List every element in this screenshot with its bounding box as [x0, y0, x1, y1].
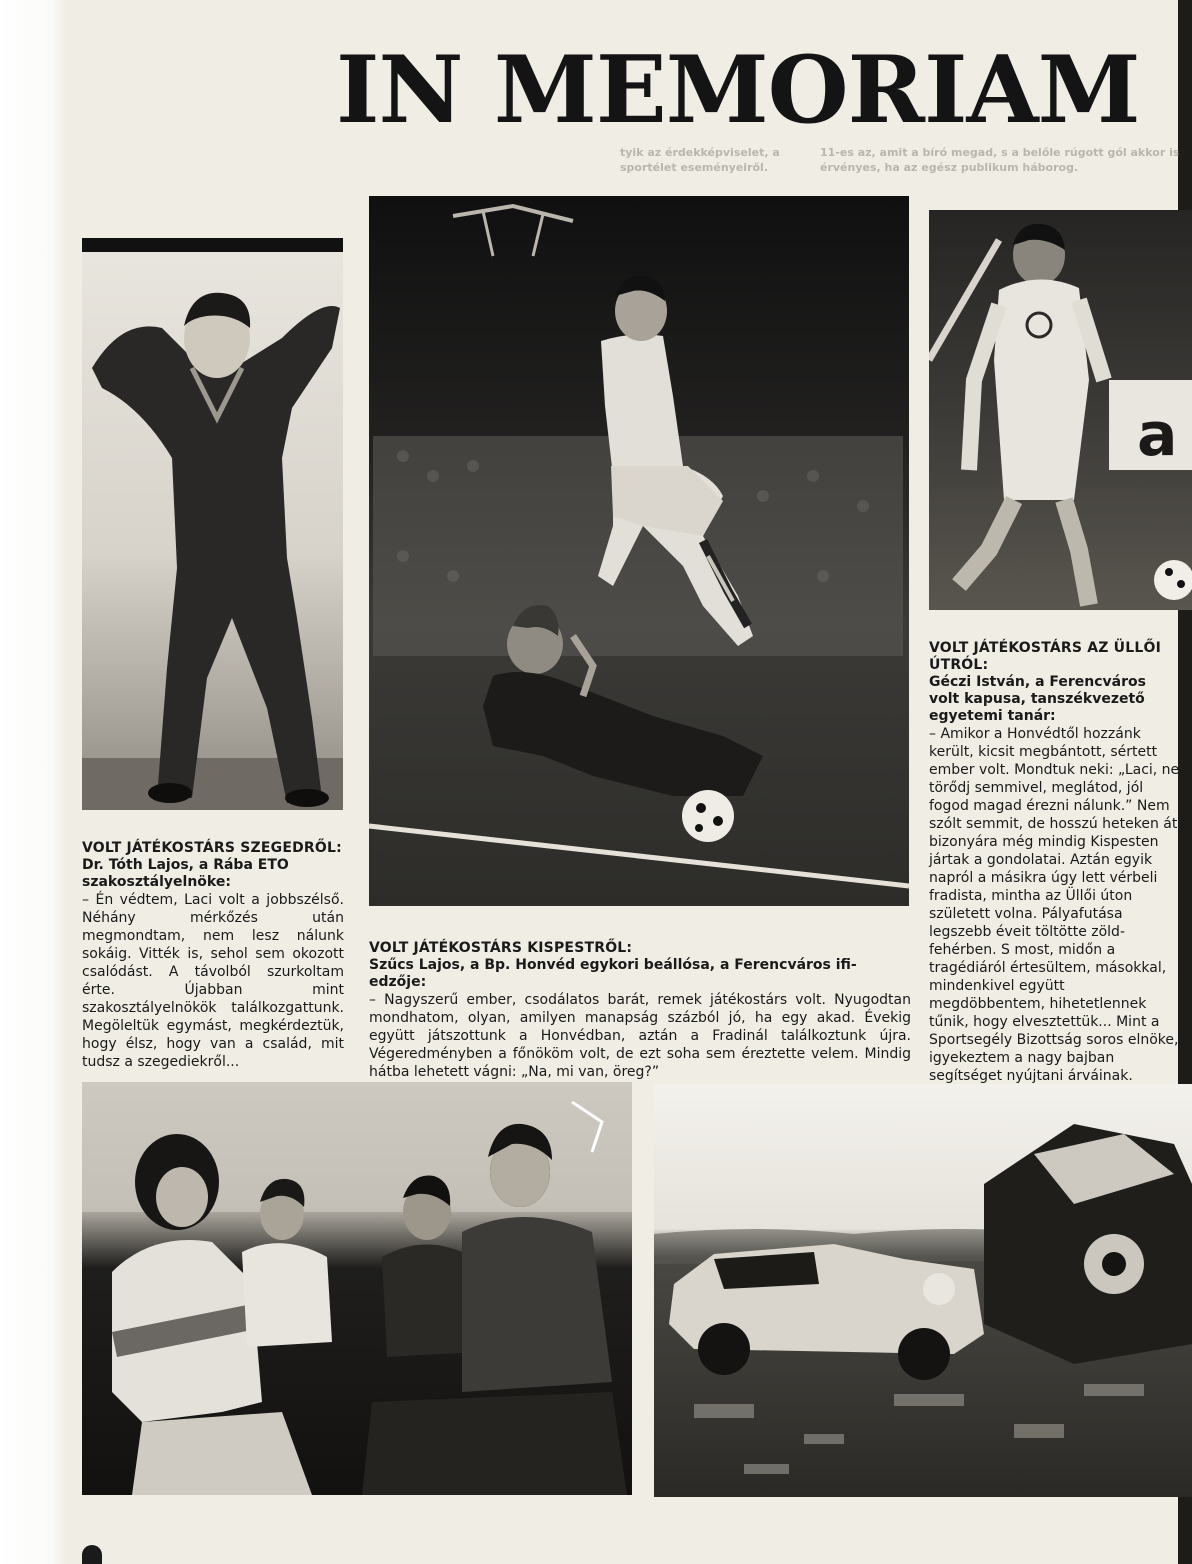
caption-szeged-speaker: Dr. Tóth Lajos, a Rába ETO szakosztályelnöke: — [82, 857, 289, 890]
caption-szeged-quote: – Én védtem, Laci volt a jobbszélső. Néhány mérkőzés után megmondtam, nem lesz nálunk sokáig. Vitték is, sehol sem okozott csalódást. A távolból szurkoltam érte. Újabban mint szakosztályelnökök találkozgattunk. Megöleltük egymást, megkérdeztük, hogy élsz, hogy van a család, mit tudsz a szegediekről... — [82, 892, 344, 1070]
caption-kispest — [369, 940, 911, 1081]
caption-ulloi-quote: – Amikor a Honvédtől hozzánk került, kicsit megbántott, sértett ember volt. Mondtuk neki: „Laci, ne törődj semmivel, meglátod, jól fogod magad érezni nálunk.” Nem szólt semmit, de hosszú heteken át bizonyára még mindig Kispesten jártak a gondolatai. Aztán egyik napról a másikra úgy lett vérbeli fradista, mintha az Üllői úton született volna. Pályafutása legszebb éveit töltötte zöld-fehérben. S most, midőn a tragédiáról értesültem, másokkal, mindenkivel együtt megdöbbentem, hihetetlennek tűnik, hogy elvesztettük... Mint a Sportsegély Bizottság soros elnöke, igyekeztem a nagy bajban segítséget nyújtani árváinak. — [929, 726, 1180, 1084]
photo-player-portrait — [82, 238, 347, 810]
photo-player-running-image — [929, 210, 1192, 610]
photo-family — [82, 1082, 632, 1495]
caption-kispest-heading: VOLT JÁTÉKOSTÁRS KISPESTRŐL: — [369, 940, 633, 956]
page-fold-mark — [82, 1545, 102, 1564]
caption-ulloi — [929, 640, 1181, 1085]
bleed-text-right: 11-es az, amit a bíró megad, s a belőle rúgott gól akkor is érvényes, ha az egész publikum háborog. — [820, 146, 1180, 174]
photo-family-image — [82, 1082, 632, 1495]
caption-ulloi-speaker: Géczi István, a Ferencváros volt kapusa, tanszékvezető egyetemi tanár: — [929, 674, 1146, 724]
photo-player-running — [929, 210, 1192, 610]
caption-ulloi-heading: VOLT JÁTÉKOSTÁRS AZ ÜLLŐI ÚTRÓL: — [929, 640, 1162, 673]
svg-text:a: a — [1137, 400, 1178, 470]
photo-car-wreck — [654, 1084, 1192, 1497]
photo-match-action-image — [343, 196, 909, 906]
caption-szeged — [82, 840, 344, 1071]
caption-szeged-heading: VOLT JÁTÉKOSTÁRS SZEGEDRŐL: — [82, 840, 342, 856]
photo-match-action — [343, 196, 909, 906]
bleed-text-middle: tyik az érdekképviselet, a sportélet eseményeiről. — [620, 146, 780, 174]
caption-kispest-quote: – Nagyszerű ember, csodálatos barát, remek játékostárs volt. Nyugodtan mondhatom, olyan, amilyen manapság százból jó, ha egy akad. Évekig együtt játszottunk a Honvédban, aztán a Fradinál találkoztunk újra. Végeredményben a főnököm volt, de ezt soha sem éreztette velem. Mindig hátba lehetett vágni: „Na, mi van, öreg?” — [369, 992, 911, 1080]
photo-car-wreck-image — [654, 1084, 1192, 1497]
page-title: IN MEMORIAM — [336, 35, 1140, 144]
photo-player-portrait-image — [82, 238, 347, 810]
page-gutter — [0, 0, 66, 1564]
caption-kispest-speaker: Szűcs Lajos, a Bp. Honvéd egykori beállósa, a Ferencváros ifi-edzője: — [369, 957, 857, 990]
